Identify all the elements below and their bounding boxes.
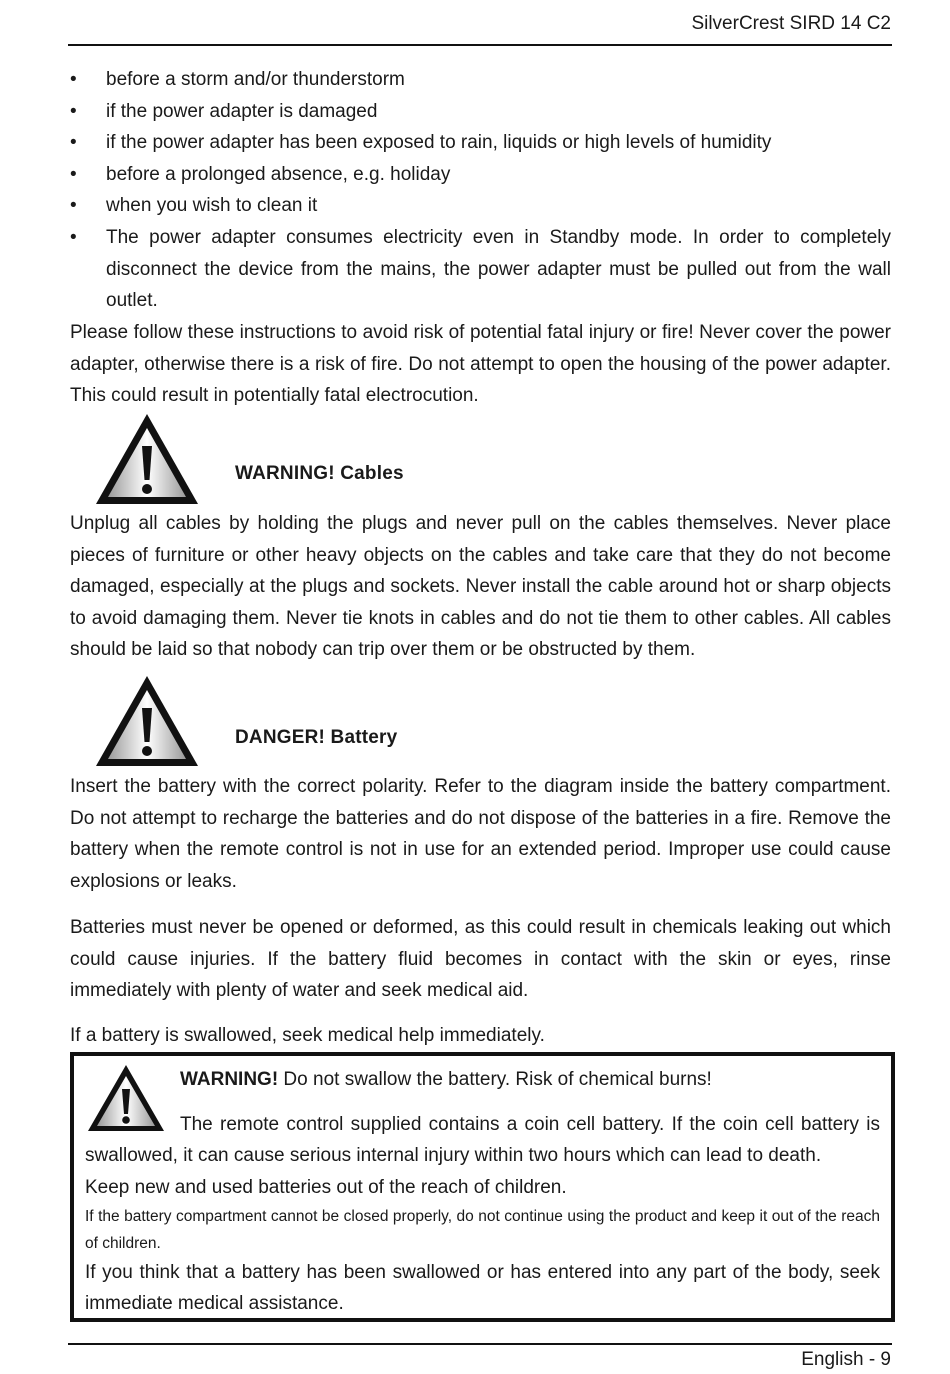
- battery-paragraph-3: If a battery is swallowed, seek medical help immediately.: [70, 1025, 545, 1046]
- bullet-icon: •: [70, 132, 77, 154]
- list-item: • before a storm and/or thunderstorm: [70, 64, 891, 96]
- safety-bullet-list: [70, 64, 891, 317]
- warning-triangle-icon: [94, 674, 200, 768]
- page-header: SilverCrest SIRD 14 C2: [691, 13, 891, 34]
- box-coin-cell-text: The remote control supplied contains a coin cell battery. If the coin cell battery is swallowed, it can cause serious internal injury within two hours which can lead to death.: [85, 1114, 880, 1167]
- list-item: • if the power adapter has been exposed to rain, liquids or high levels of humidity: [70, 127, 891, 159]
- warning-triangle-icon: [94, 412, 200, 506]
- bullet-icon: •: [70, 195, 77, 217]
- battery-paragraph-1: Insert the battery with the correct polarity. Refer to the diagram inside the battery compartment. Do not attempt to recharge the batteries and do not dispose of the batteries in a fire. Remove the battery when the remote control is not in use for an extended period. Improper use could cause explosions or leaks.: [70, 776, 891, 892]
- bullet-icon: •: [70, 163, 77, 185]
- box-warning-label: WARNING!: [180, 1069, 279, 1090]
- bullet-icon: •: [70, 100, 77, 122]
- power-adapter-paragraph: Please follow these instructions to avoid risk of potential fatal injury or fire! Never cover the power adapter, otherwise there is a risk of fire. Do not attempt to open the housing of the power adapter. This could result in potentially fatal electrocution.: [70, 322, 891, 407]
- cables-heading: WARNING! Cables: [235, 463, 404, 484]
- header-divider: [68, 44, 892, 46]
- list-item: • before a prolonged absence, e.g. holiday: [70, 159, 891, 191]
- box-compartment-text: If the battery compartment cannot be closed properly, do not continue using the product and keep it out of the reach of children.: [85, 1207, 880, 1252]
- box-children-text: Keep new and used batteries out of the reach of children.: [85, 1176, 567, 1198]
- list-item: • if the power adapter is damaged: [70, 96, 891, 128]
- bullet-icon: •: [70, 69, 77, 90]
- coin-cell-warning-box: [70, 1052, 895, 1322]
- box-warning-line: WARNING! Do not swallow the battery. Risk of chemical burns!: [180, 1069, 712, 1090]
- battery-paragraph-2: Batteries must never be opened or deformed, as this could result in chemicals leaking out which could cause injuries. If the battery fluid becomes in contact with the skin or eyes, rinse immediately with plenty of water and seek medical aid.: [70, 917, 891, 1002]
- footer-divider: [68, 1343, 892, 1345]
- box-swallowed-text: If you think that a battery has been swallowed or has entered into any part of the body, seek immediate medical assistance.: [85, 1261, 880, 1315]
- list-item: • The power adapter consumes electricity even in Standby mode. In order to completely disconnect the device from the mains, the power adapter must be pulled out from the wall outlet.: [70, 222, 891, 317]
- battery-heading: DANGER! Battery: [235, 727, 398, 748]
- page-footer: English - 9: [801, 1349, 891, 1370]
- bullet-icon: •: [70, 226, 77, 248]
- list-item: • when you wish to clean it: [70, 190, 891, 222]
- cables-paragraph: Unplug all cables by holding the plugs and never pull on the cables themselves. Never place pieces of furniture or other heavy objects on the cables and take care that they do not become damaged, especially at the plugs and sockets. Never install the cable around hot or sharp objects to avoid damaging them. Never tie knots in cables and do not tie them to other cables. All cables should be laid so that nobody can trip over them or be obstructed by them.: [70, 513, 891, 661]
